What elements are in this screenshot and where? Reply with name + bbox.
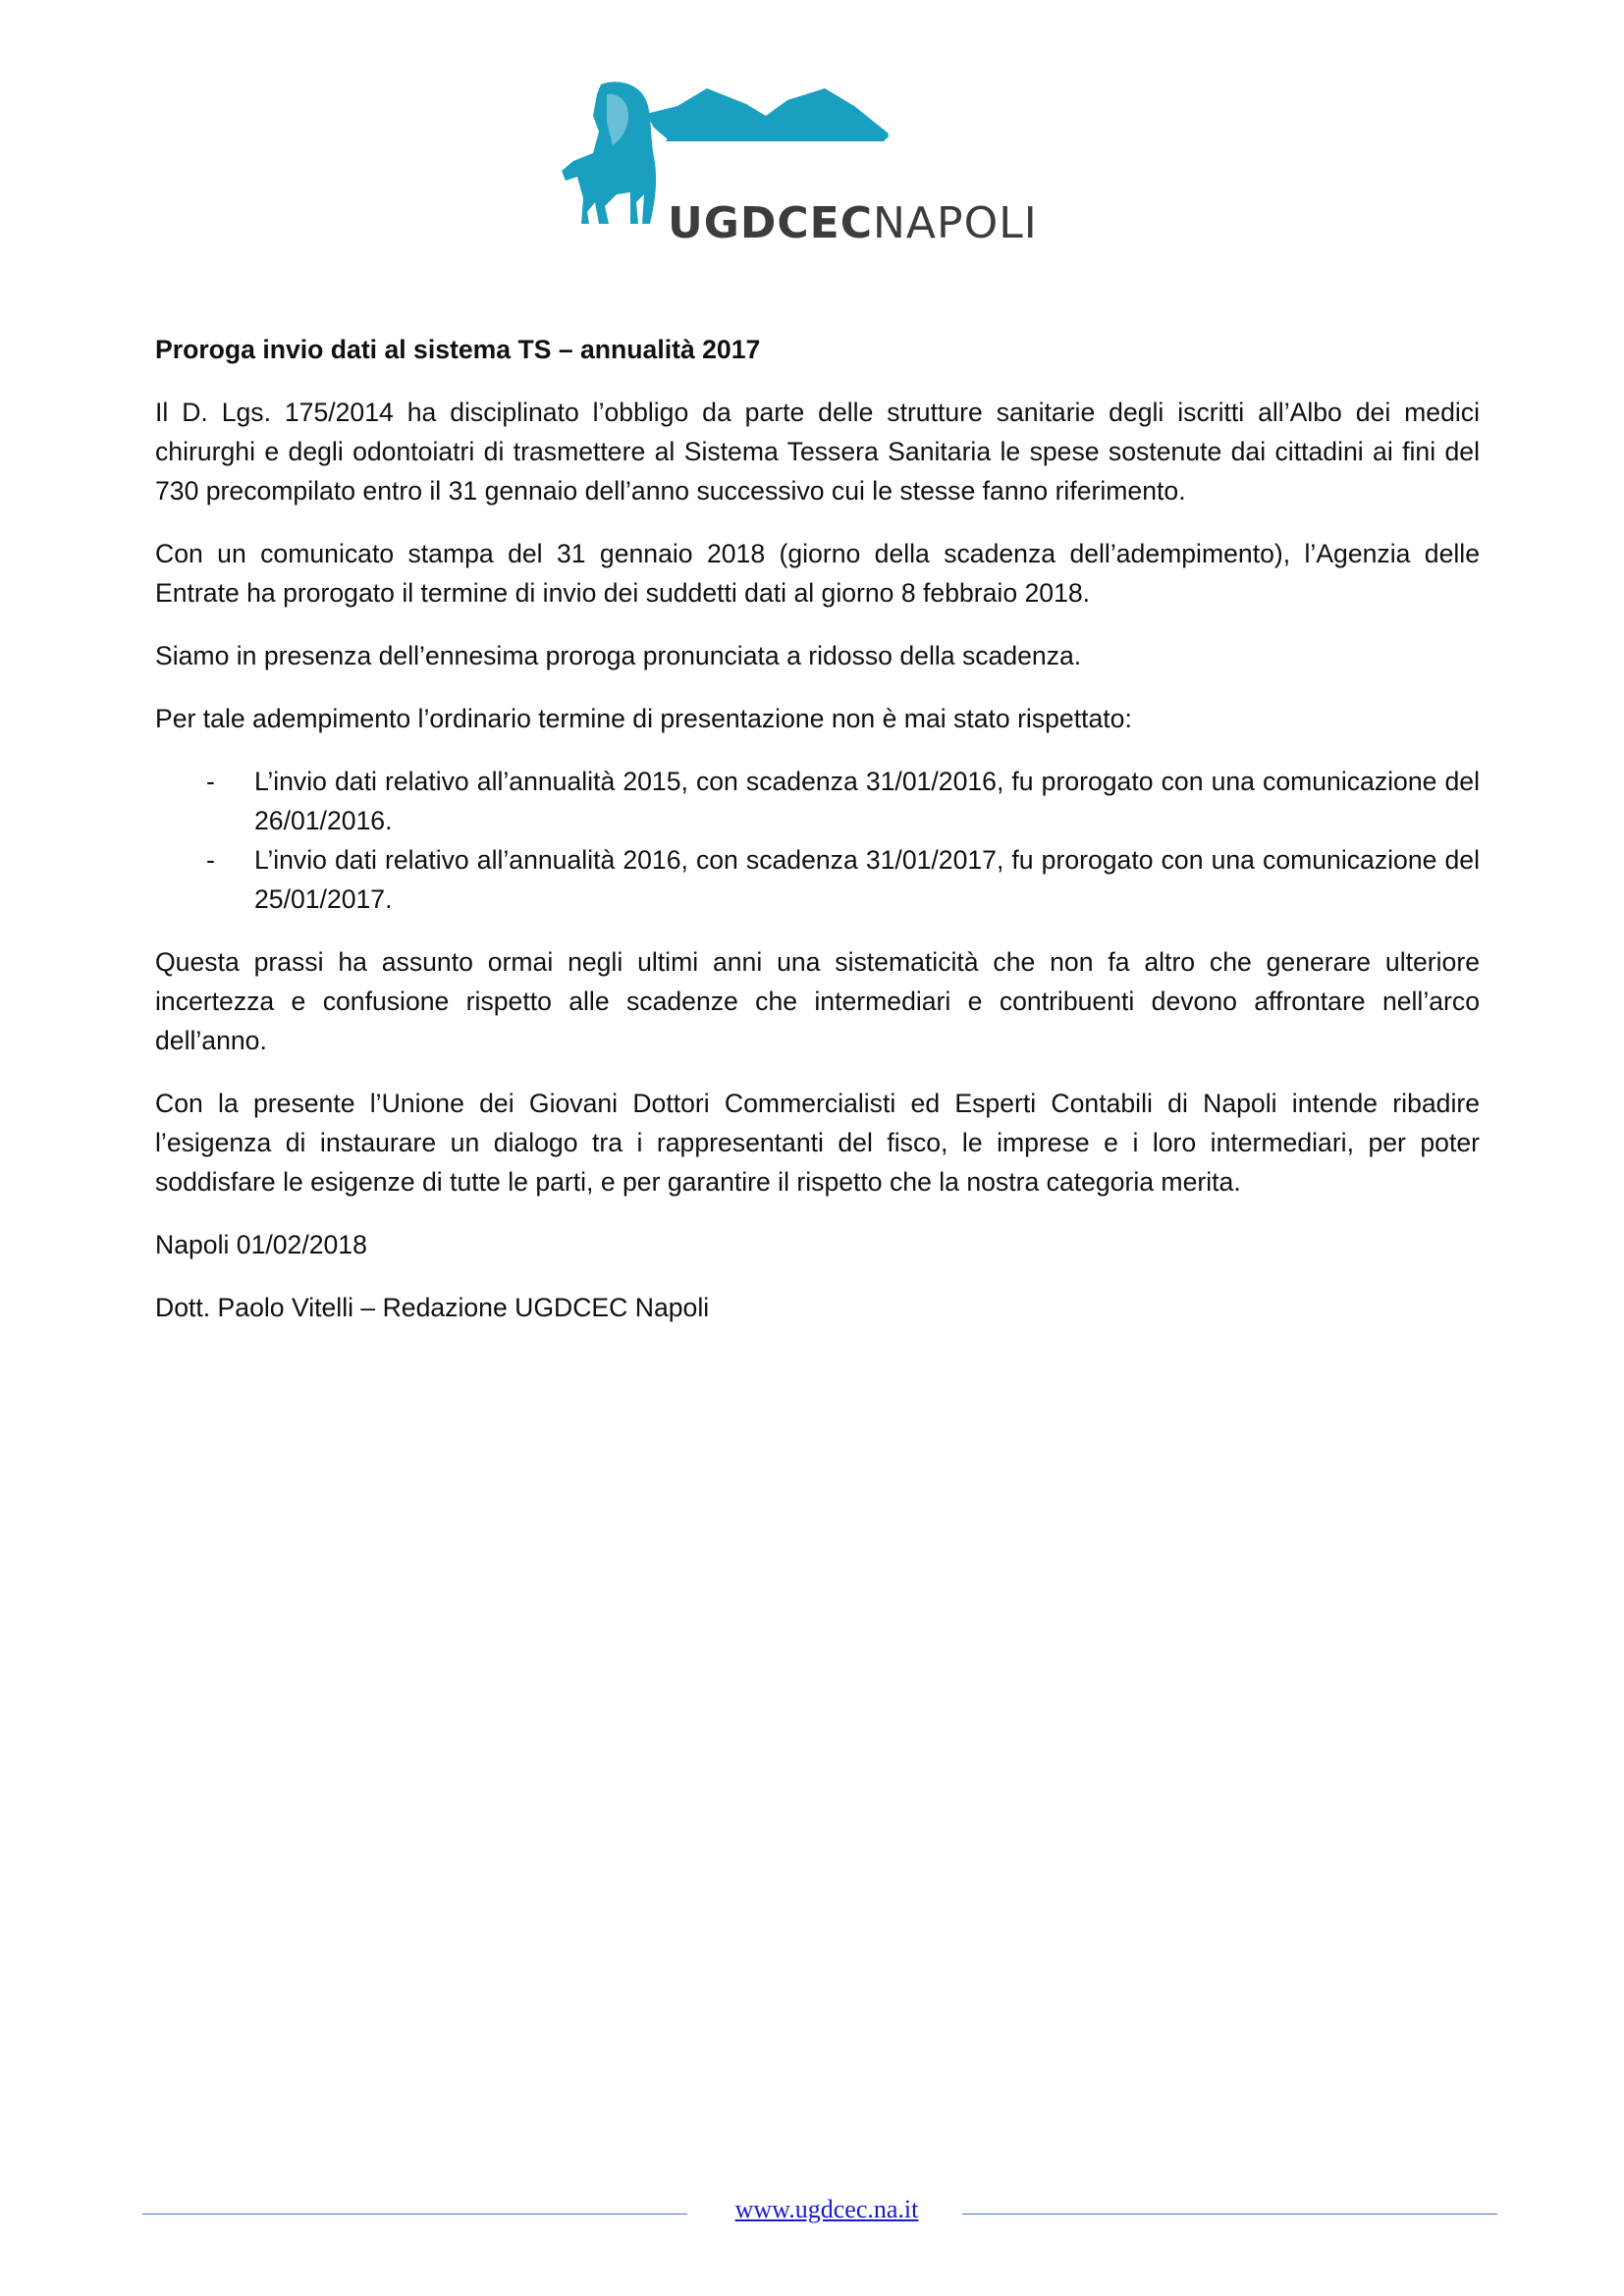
paragraph-ennesima-proroga: Siamo in presenza dell’ennesima proroga pronunciata a ridosso della scadenza. xyxy=(155,641,1082,670)
paragraph-press-release: Con un comunicato stampa del 31 gennaio 2018 (giorno della scadenza dell’adempimento), l’Agenzia delle Entrate ha prorogato il termine di invio dei suddetti dati al giorno 8 febbraio 2018. xyxy=(155,539,1480,608)
paragraph-unione: Con la presente l’Unione dei Giovani Dottori Commercialisti ed Esperti Contabili di Napoli intende ribadire l’esigenza di instaurare un dialogo tra i rappresentanti del fisco, le imprese e i loro intermediari, per poter soddisfare le esigenze di tutte le parti, e per garantire il rispetto che la nostra categoria merita. xyxy=(155,1089,1480,1197)
paragraph-termine: Per tale adempimento l’ordinario termine di presentazione non è mai stato rispettato: xyxy=(155,704,1132,733)
list-item-text: L’invio dati relativo all’annualità 2016, con scadenza 31/01/2017, fu prorogato con una comunicazione del 25/01/2017. xyxy=(254,845,1480,914)
logo-wordmark xyxy=(668,198,1038,248)
footer-divider-right xyxy=(962,2214,1497,2215)
list-item-text: L’invio dati relativo all’annualità 2015, con scadenza 31/01/2016, fu prorogato con una comunicazione del 26/01/2016. xyxy=(254,767,1480,835)
logo-text-bold: UGDCEC xyxy=(668,198,874,248)
proroghe-list xyxy=(155,762,1480,919)
page-footer xyxy=(142,2193,1497,2232)
paragraph-intro: Il D. Lgs. 175/2014 ha disciplinato l’obbligo da parte delle strutture sanitarie degli iscritti all’Albo dei medici chirurghi e degli odontoiatri di trasmettere al Sistema Tessera Sanitaria le spese sostenute dai cittadini ai fini del 730 precompilato entro il 31 gennaio dell’anno successivo cui le stesse fanno riferimento. xyxy=(155,398,1480,506)
document-date: Napoli 01/02/2018 xyxy=(155,1230,367,1259)
list-item xyxy=(155,840,1480,919)
footer-divider-left xyxy=(142,2214,687,2215)
ugdcec-logo xyxy=(560,77,1038,273)
list-item xyxy=(155,762,1480,840)
list-bullet: - xyxy=(206,845,215,875)
logo-text-light: NAPOLI xyxy=(873,198,1038,248)
document-title: Proroga invio dati al sistema TS – annualità 2017 xyxy=(155,335,761,364)
list-bullet: - xyxy=(206,767,215,796)
website-link[interactable]: www.ugdcec.na.it xyxy=(734,2195,919,2223)
paragraph-prassi: Questa prassi ha assunto ormai negli ultimi anni una sistematicità che non fa altro che generare ulteriore incertezza e confusione rispetto alle scadenze che intermediari e contribuenti devono affrontare nell’arco dell’anno. xyxy=(155,947,1480,1055)
document-body xyxy=(155,330,1480,1351)
document-signature: Dott. Paolo Vitelli – Redazione UGDCEC Napoli xyxy=(155,1293,710,1322)
